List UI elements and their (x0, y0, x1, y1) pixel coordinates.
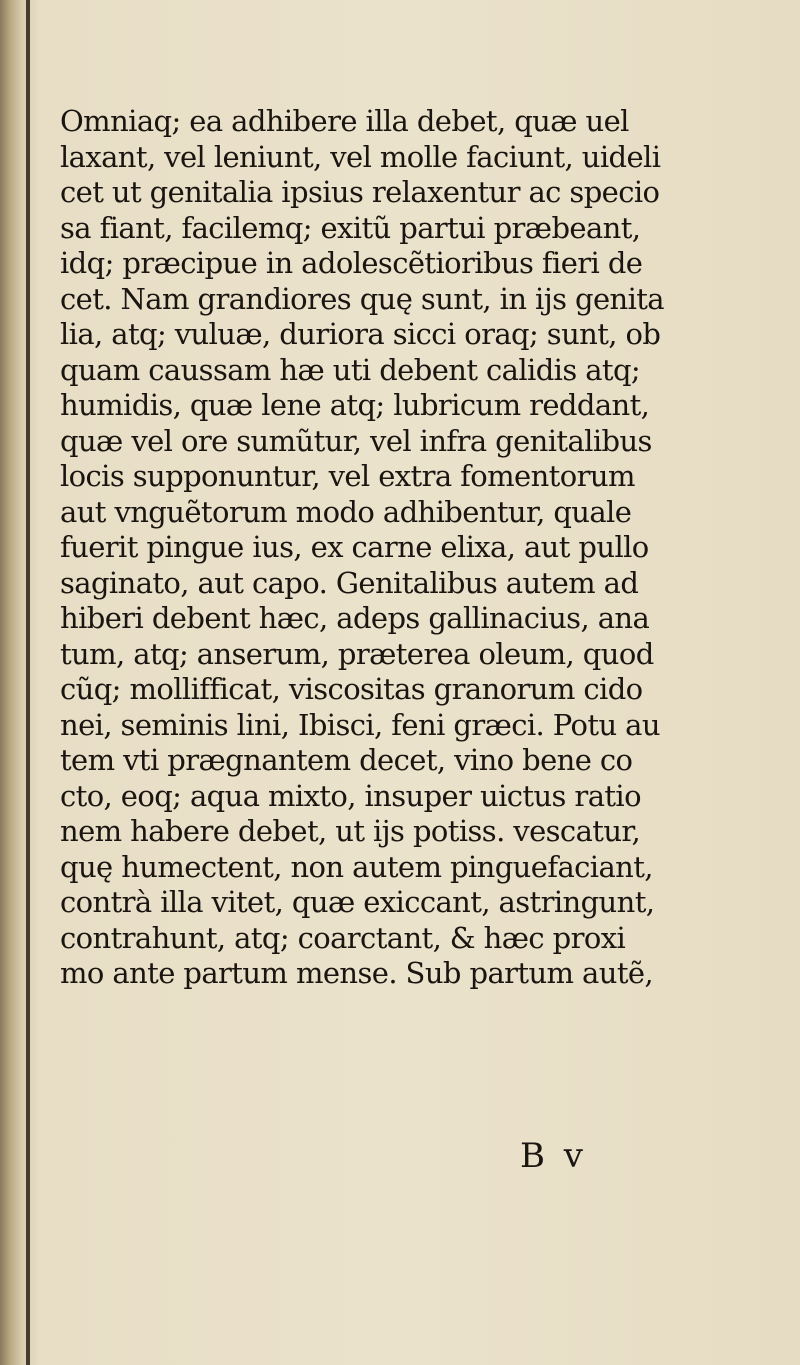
text-line: sa fiant, facilemq; exitũ partui præbeant, (60, 210, 641, 245)
text-line: idq; præcipue in adolescẽtioribus fieri de (60, 246, 643, 280)
text-block (60, 104, 685, 992)
text-line: tum, atq; anserum, præterea oleum, quod (60, 636, 654, 671)
text-line: quam caussam hæ uti debent calidis atq; (60, 352, 641, 387)
text-line: quæ vel ore sumũtur, vel infra genitalibus (60, 423, 652, 458)
text-line: contrà illa vitet, quæ exiccant, astringunt, (60, 885, 655, 919)
text-line: nem habere debet, ut ijs potiss. vescatur, (60, 814, 641, 848)
text-line: aut vnguẽtorum modo adhibentur, quale (60, 494, 632, 529)
text-line: cet ut genitalia ipsius relaxentur ac specio (60, 175, 660, 209)
signature-mark: B v (520, 1136, 588, 1176)
text-line: tem vti prægnantem decet, vino bene co (60, 743, 633, 777)
text-line: cet. Nam grandiores quę sunt, in ijs genita (60, 281, 665, 316)
text-line: hiberi debent hæc, adeps gallinacius, ana (60, 601, 650, 635)
text-line: fuerit pingue ius, ex carne elixa, aut pullo (60, 530, 649, 564)
text-line: Omniaq; ea adhibere illa debet, quæ uel (60, 104, 629, 138)
text-line: humidis, quæ lene atq; lubricum reddant, (60, 388, 650, 422)
text-line: cto, eoq; aqua mixto, insuper uictus ratio (60, 778, 641, 813)
text-line: saginato, aut capo. Genitalibus autem ad (60, 565, 639, 600)
text-line: laxant, vel leniunt, vel molle faciunt, uideli (60, 139, 661, 174)
text-line: locis supponuntur, vel extra fomentorum (60, 459, 635, 493)
text-line: quę humectent, non autem pinguefaciant, (60, 849, 653, 884)
text-line: mo ante partum mense. Sub partum autẽ, (60, 956, 654, 990)
text-line: nei, seminis lini, Ibisci, feni græci. Potu au (60, 707, 660, 742)
text-line: lia, atq; vuluæ, duriora sicci oraq; sunt, ob (60, 317, 661, 351)
binding-gutter (26, 0, 30, 1365)
text-line: cũq; mollifficat, viscositas granorum cido (60, 672, 643, 706)
text-line: contrahunt, atq; coarctant, & hæc proxi (60, 920, 626, 955)
